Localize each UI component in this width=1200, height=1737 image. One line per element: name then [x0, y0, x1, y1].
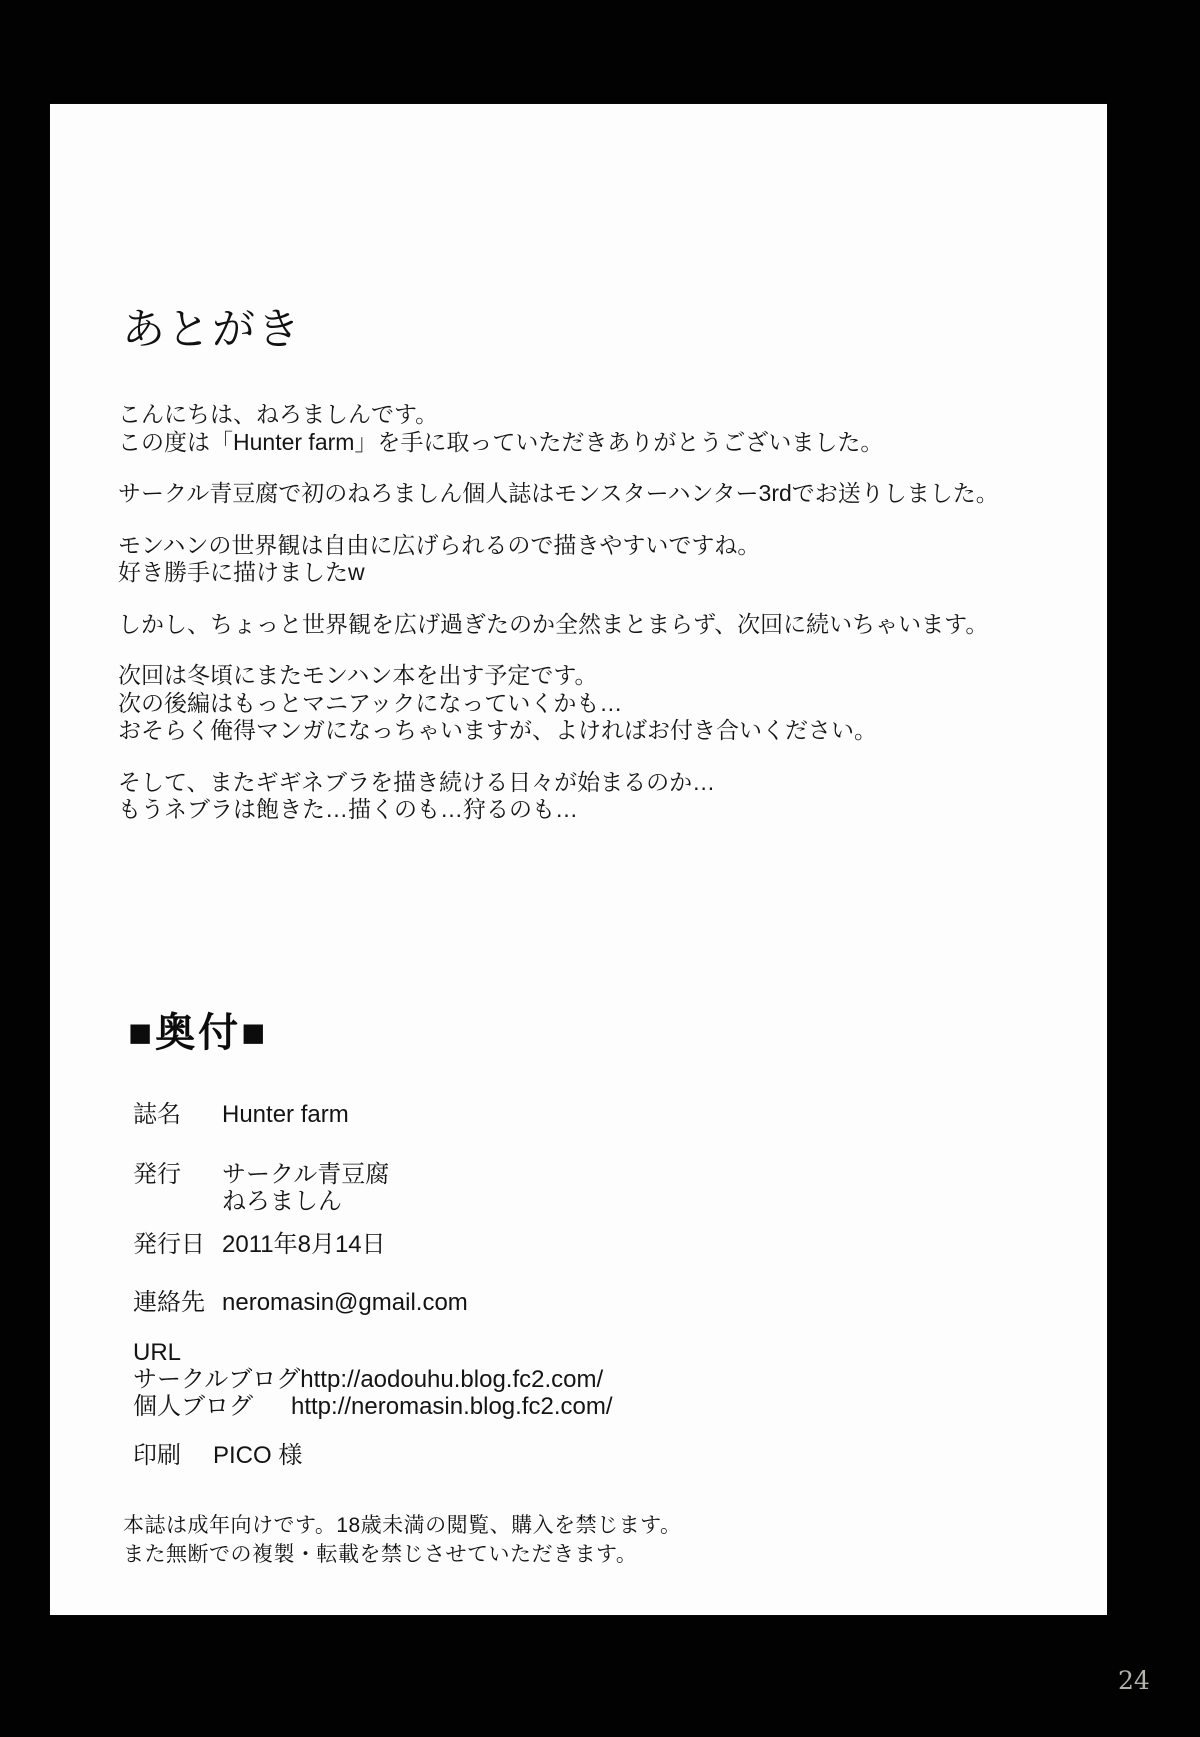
colophon-row-title [133, 1101, 1033, 1128]
afterword-line: この度は「Hunter farm」を手に取っていただきありがとうございました。 [118, 428, 884, 455]
colophon-value: neromasin@gmail.com [222, 1289, 468, 1316]
colophon-label: 誌名 [133, 1101, 181, 1128]
colophon-value: 2011年8月14日 [222, 1231, 386, 1258]
afterword-line: そして、またギギネブラを描き続ける日々が始まるのか… [118, 768, 716, 795]
colophon-value-line: サークル青豆腐 [222, 1161, 390, 1188]
afterword-paragraph [118, 769, 1048, 824]
afterword-paragraph [118, 480, 1048, 508]
colophon-row-printer [133, 1442, 1033, 1469]
colophon-row-publisher [133, 1161, 1033, 1215]
colophon-value: Hunter farm [222, 1101, 349, 1128]
colophon-url-section [133, 1339, 1033, 1420]
colophon-row-circle-blog [133, 1366, 1033, 1393]
colophon-value-line: ねろましん [222, 1188, 342, 1215]
colophon-url-heading-row [133, 1339, 1033, 1366]
colophon-row-date [133, 1231, 1033, 1258]
colophon-label: URL [133, 1339, 182, 1366]
colophon-row-personal-blog [133, 1393, 1033, 1420]
colophon-label: サークルブログ [133, 1366, 301, 1393]
colophon-url-value: http://aodouhu.blog.fc2.com/ [300, 1366, 604, 1393]
afterword-line: もうネブラは飽きた…描くのも…狩るのも… [118, 796, 578, 822]
adult-content-notice [123, 1512, 682, 1569]
afterword-body [118, 401, 1048, 848]
afterword-line: 次の後編はもっとマニアックになっていくかも… [118, 689, 623, 716]
afterword-line: モンハンの世界観は自由に広げられるので描きやすいですね。 [118, 531, 761, 558]
colophon-row-contact [133, 1289, 1033, 1316]
colophon-label: 連絡先 [133, 1289, 205, 1316]
afterword-paragraph [118, 401, 1048, 456]
colophon-value: PICO 様 [213, 1442, 303, 1469]
colophon [133, 1101, 1033, 1469]
afterword-line: サークル青豆腐で初のねろましん個人誌はモンスターハンター3rdでお送りしました。 [118, 480, 999, 506]
afterword-line: おそらく俺得マンガになっちゃいますが、よければお付き合いください。 [118, 717, 877, 743]
colophon-label: 印刷 [133, 1442, 181, 1469]
colophon-url-value: http://neromasin.blog.fc2.com/ [291, 1393, 613, 1420]
afterword-line: 次回は冬頃にまたモンハン本を出す予定です。 [118, 662, 598, 688]
afterword-title: あとがき [122, 306, 302, 354]
afterword-line: 好き勝手に描けましたw [118, 559, 365, 585]
page-number: 24 [1118, 1666, 1150, 1695]
afterword-line: しかし、ちょっと世界観を広げ過ぎたのか全然まとまらず、次回に続いちゃいます。 [118, 610, 989, 637]
afterword-paragraph [118, 532, 1048, 587]
afterword-line: こんにちは、ねろましんです。 [118, 401, 439, 427]
colophon-label: 発行日 [133, 1231, 205, 1258]
scanned-page [50, 104, 1107, 1615]
colophon-heading: ■奥付■ [128, 1011, 269, 1055]
colophon-label: 個人ブログ [133, 1393, 253, 1420]
afterword-paragraph [118, 611, 1048, 639]
notice-line: 本誌は成年向けです。18歳未満の閲覧、購入を禁じます。 [123, 1514, 682, 1537]
afterword-paragraph [118, 662, 1048, 745]
colophon-value [222, 1161, 389, 1215]
notice-line: また無断での複製・転載を禁じさせていただきます。 [123, 1542, 638, 1566]
colophon-label: 発行 [133, 1161, 181, 1188]
